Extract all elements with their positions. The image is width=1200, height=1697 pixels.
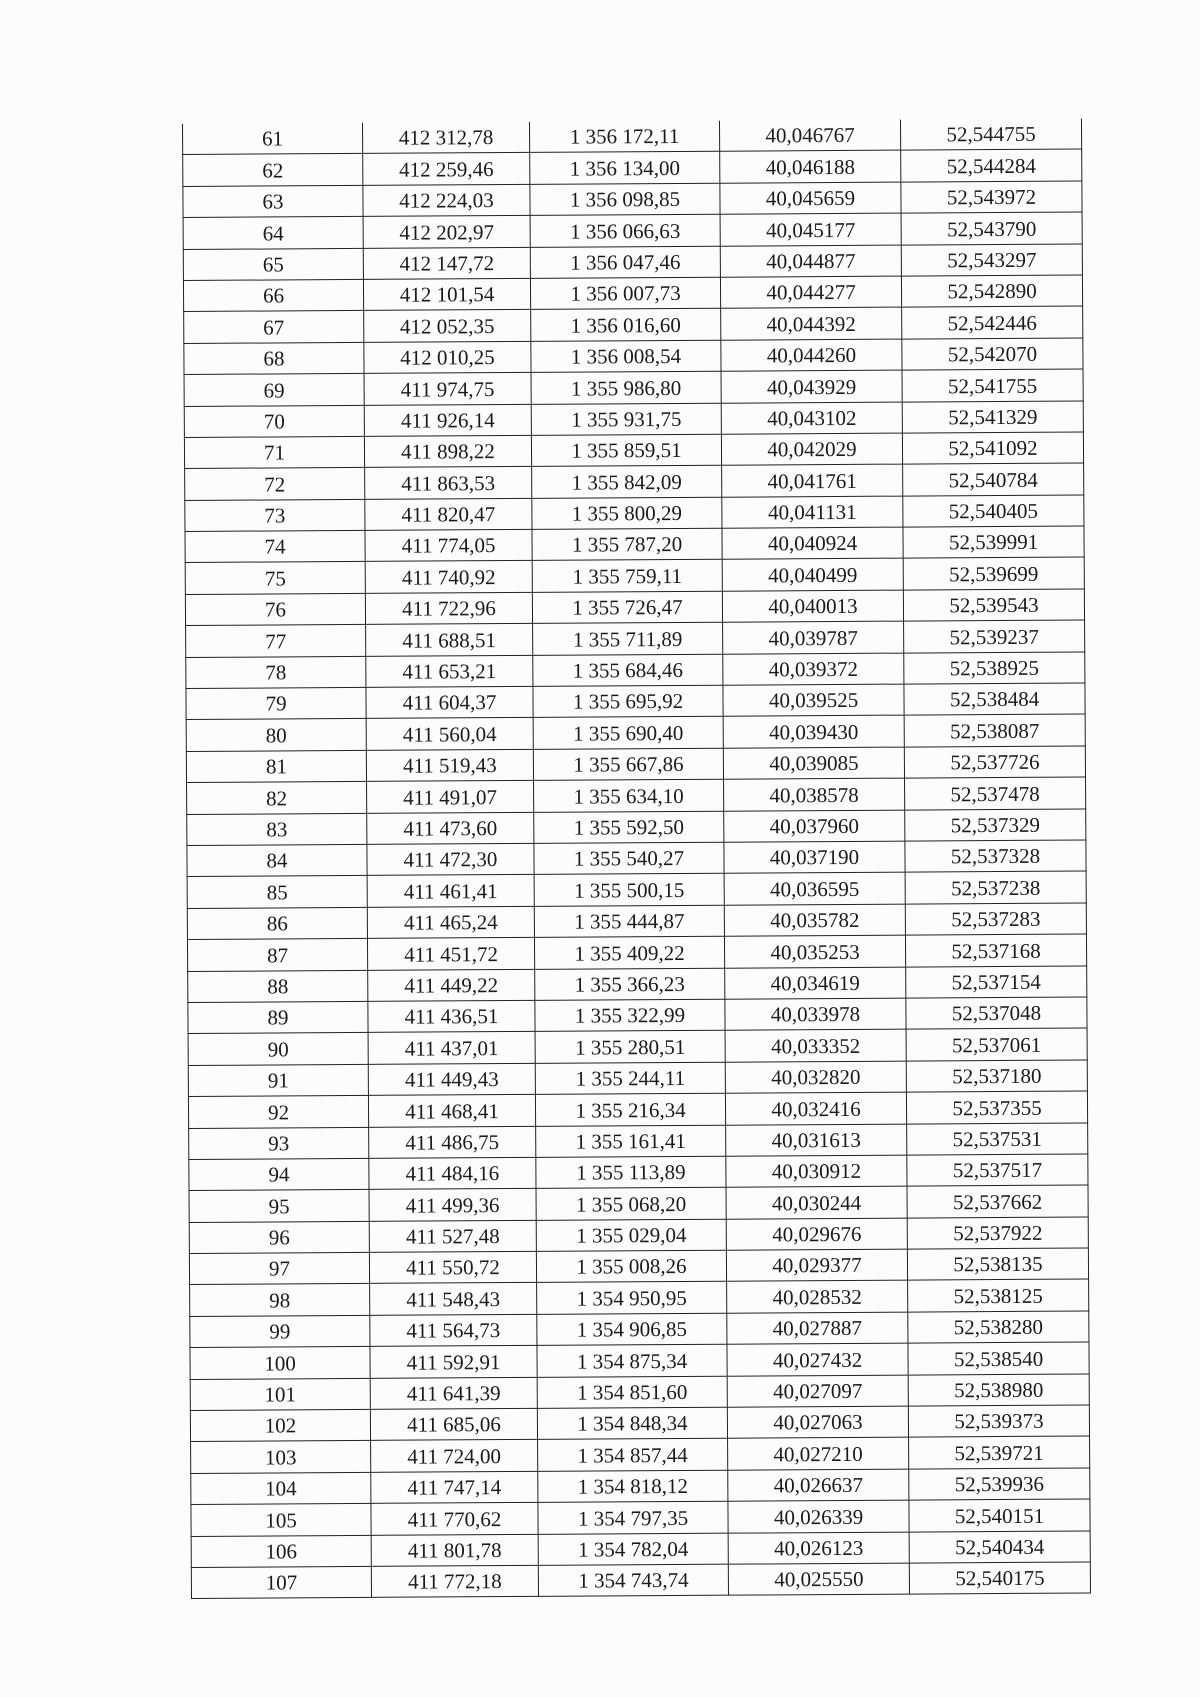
table-row: [187, 809, 1086, 846]
table-row: [188, 1028, 1087, 1065]
point-number-cell: 70: [184, 405, 364, 437]
longitude-cell: 52,537168: [905, 934, 1086, 966]
point-number-cell: 93: [189, 1127, 369, 1159]
longitude-cell: 52,537355: [906, 1091, 1087, 1123]
latitude-cell: 40,044260: [721, 339, 902, 371]
x-coordinate-cell: 411 560,04: [366, 718, 533, 750]
table-row: [189, 1185, 1088, 1222]
y-coordinate-cell: 1 355 931,75: [531, 403, 721, 436]
point-number-cell: 67: [184, 311, 364, 343]
point-number-cell: 102: [190, 1409, 370, 1441]
table-row: [191, 1468, 1090, 1505]
point-number-cell: 72: [185, 468, 365, 500]
longitude-cell: 52,538280: [908, 1311, 1089, 1343]
longitude-cell: 52,543972: [901, 181, 1082, 213]
longitude-cell: 52,537517: [907, 1154, 1088, 1186]
x-coordinate-cell: 411 653,21: [366, 655, 533, 687]
x-coordinate-cell: 411 820,47: [365, 498, 532, 530]
x-coordinate-cell: 412 101,54: [363, 278, 530, 310]
x-coordinate-cell: 411 801,78: [371, 1534, 538, 1566]
point-number-cell: 96: [189, 1221, 369, 1253]
longitude-cell: 52,537154: [906, 966, 1087, 998]
latitude-cell: 40,041761: [722, 464, 903, 496]
latitude-cell: 40,046188: [720, 151, 901, 183]
point-number-cell: 104: [191, 1472, 371, 1504]
y-coordinate-cell: 1 356 066,63: [530, 214, 720, 247]
x-coordinate-cell: 411 747,14: [371, 1471, 538, 1503]
y-coordinate-cell: 1 354 875,34: [537, 1344, 727, 1377]
y-coordinate-cell: 1 356 098,85: [530, 183, 720, 216]
latitude-cell: 40,039787: [723, 621, 904, 653]
table-row: [190, 1374, 1089, 1411]
point-number-cell: 82: [187, 782, 367, 814]
table-row: [185, 463, 1084, 500]
y-coordinate-cell: 1 355 029,04: [536, 1219, 726, 1252]
x-coordinate-cell: 411 740,92: [365, 561, 532, 593]
longitude-cell: 52,538980: [908, 1374, 1089, 1406]
latitude-cell: 40,031613: [726, 1124, 907, 1156]
table-row: [187, 934, 1086, 971]
longitude-cell: 52,541092: [902, 432, 1083, 464]
table-row: [191, 1499, 1090, 1536]
table-row: [184, 338, 1083, 375]
y-coordinate-cell: 1 355 986,80: [531, 371, 721, 404]
point-number-cell: 62: [183, 154, 363, 186]
x-coordinate-cell: 411 641,39: [370, 1377, 537, 1409]
table-row: [187, 871, 1086, 908]
y-coordinate-cell: 1 354 851,60: [537, 1376, 727, 1409]
longitude-cell: 52,541755: [902, 369, 1083, 401]
latitude-cell: 40,026637: [728, 1469, 909, 1501]
y-coordinate-cell: 1 355 540,27: [534, 842, 724, 875]
point-number-cell: 86: [187, 907, 367, 939]
point-number-cell: 91: [188, 1064, 368, 1096]
longitude-cell: 52,537238: [905, 871, 1086, 903]
table-row: [189, 1217, 1088, 1254]
latitude-cell: 40,040013: [722, 590, 903, 622]
table-row: [188, 1060, 1087, 1097]
point-number-cell: 69: [184, 374, 364, 406]
y-coordinate-cell: 1 355 842,09: [532, 466, 722, 499]
longitude-cell: 52,539936: [909, 1468, 1090, 1500]
longitude-cell: 52,542890: [901, 275, 1082, 307]
point-number-cell: 81: [186, 750, 366, 782]
latitude-cell: 40,032416: [725, 1092, 906, 1124]
longitude-cell: 52,537061: [906, 1028, 1087, 1060]
y-coordinate-cell: 1 355 322,99: [535, 999, 725, 1032]
y-coordinate-cell: 1 355 690,40: [533, 717, 723, 750]
longitude-cell: 52,540434: [909, 1531, 1090, 1563]
point-number-cell: 85: [187, 876, 367, 908]
y-coordinate-cell: 1 356 172,11: [529, 121, 719, 153]
point-number-cell: 77: [186, 625, 366, 657]
y-coordinate-cell: 1 355 695,92: [533, 685, 723, 718]
x-coordinate-cell: 411 491,07: [367, 781, 534, 813]
latitude-cell: 40,029676: [726, 1218, 907, 1250]
latitude-cell: 40,040924: [722, 527, 903, 559]
y-coordinate-cell: 1 354 848,34: [537, 1407, 727, 1440]
y-coordinate-cell: 1 355 684,46: [533, 654, 723, 687]
latitude-cell: 40,026123: [728, 1532, 909, 1564]
y-coordinate-cell: 1 356 007,73: [530, 277, 720, 310]
latitude-cell: 40,039085: [723, 747, 904, 779]
point-number-cell: 101: [190, 1378, 370, 1410]
latitude-cell: 40,037960: [724, 810, 905, 842]
latitude-cell: 40,028532: [727, 1281, 908, 1313]
latitude-cell: 40,033352: [725, 1029, 906, 1061]
longitude-cell: 52,537922: [907, 1217, 1088, 1249]
latitude-cell: 40,027210: [728, 1437, 909, 1469]
y-coordinate-cell: 1 354 857,44: [538, 1439, 728, 1472]
longitude-cell: 52,539543: [903, 589, 1084, 621]
table-row: [190, 1311, 1089, 1348]
y-coordinate-cell: 1 355 366,23: [535, 968, 725, 1001]
y-coordinate-cell: 1 355 667,86: [533, 748, 723, 781]
y-coordinate-cell: 1 355 634,10: [534, 779, 724, 812]
table-row: [185, 557, 1084, 594]
point-number-cell: 95: [189, 1190, 369, 1222]
x-coordinate-cell: 412 312,78: [362, 122, 529, 154]
y-coordinate-cell: 1 354 797,35: [538, 1501, 728, 1534]
y-coordinate-cell: 1 355 592,50: [534, 811, 724, 844]
y-coordinate-cell: 1 354 743,74: [538, 1564, 728, 1597]
longitude-cell: 52,538135: [907, 1248, 1088, 1280]
longitude-cell: 52,537180: [906, 1060, 1087, 1092]
point-number-cell: 68: [184, 342, 364, 374]
latitude-cell: 40,045177: [720, 213, 901, 245]
point-number-cell: 88: [188, 970, 368, 1002]
table-row: [190, 1342, 1089, 1379]
y-coordinate-cell: 1 356 016,60: [531, 309, 721, 342]
x-coordinate-cell: 411 688,51: [366, 624, 533, 656]
table-row: [184, 369, 1083, 406]
table-row: [184, 306, 1083, 343]
table-row: [187, 903, 1086, 940]
longitude-cell: 52,537048: [906, 997, 1087, 1029]
latitude-cell: 40,030912: [726, 1155, 907, 1187]
x-coordinate-cell: 412 052,35: [364, 310, 531, 342]
latitude-cell: 40,040499: [722, 559, 903, 591]
point-number-cell: 105: [191, 1504, 371, 1536]
latitude-cell: 40,043929: [721, 370, 902, 402]
point-number-cell: 100: [190, 1347, 370, 1379]
latitude-cell: 40,027887: [727, 1312, 908, 1344]
table-row: [190, 1279, 1089, 1316]
x-coordinate-cell: 412 147,72: [363, 247, 530, 279]
longitude-cell: 52,543297: [901, 244, 1082, 276]
point-number-cell: 92: [188, 1095, 368, 1127]
longitude-cell: 52,537531: [907, 1122, 1088, 1154]
x-coordinate-cell: 411 461,41: [367, 875, 534, 907]
point-number-cell: 83: [187, 813, 367, 845]
latitude-cell: 40,038578: [724, 778, 905, 810]
point-number-cell: 73: [185, 499, 365, 531]
longitude-cell: 52,538125: [908, 1279, 1089, 1311]
x-coordinate-cell: 411 437,01: [368, 1032, 535, 1064]
y-coordinate-cell: 1 355 068,20: [536, 1187, 726, 1220]
y-coordinate-cell: 1 355 800,29: [532, 497, 722, 530]
x-coordinate-cell: 412 224,03: [363, 184, 530, 216]
point-number-cell: 75: [185, 562, 365, 594]
latitude-cell: 40,030244: [726, 1186, 907, 1218]
y-coordinate-cell: 1 355 444,87: [534, 905, 724, 938]
longitude-cell: 52,542446: [902, 306, 1083, 338]
longitude-cell: 52,538540: [908, 1342, 1089, 1374]
latitude-cell: 40,044277: [720, 276, 901, 308]
x-coordinate-cell: 411 774,05: [365, 529, 532, 561]
x-coordinate-cell: 411 548,43: [370, 1283, 537, 1315]
x-coordinate-cell: 412 259,46: [363, 153, 530, 185]
x-coordinate-cell: 411 550,72: [369, 1251, 536, 1283]
table-row: [189, 1248, 1088, 1285]
longitude-cell: 52,538087: [904, 714, 1085, 746]
point-number-cell: 74: [185, 530, 365, 562]
point-number-cell: 90: [188, 1033, 368, 1065]
x-coordinate-cell: 411 724,00: [371, 1440, 538, 1472]
y-coordinate-cell: 1 354 818,12: [538, 1470, 728, 1503]
point-number-cell: 106: [191, 1535, 371, 1567]
point-number-cell: 107: [191, 1566, 371, 1598]
y-coordinate-cell: 1 355 759,11: [532, 560, 722, 593]
x-coordinate-cell: 411 592,91: [370, 1346, 537, 1378]
table-row: [188, 997, 1087, 1034]
point-number-cell: 94: [189, 1158, 369, 1190]
latitude-cell: 40,035253: [724, 935, 905, 967]
table-row: [186, 714, 1085, 751]
x-coordinate-cell: 412 010,25: [364, 341, 531, 373]
y-coordinate-cell: 1 356 008,54: [531, 340, 721, 373]
longitude-cell: 52,539237: [904, 620, 1085, 652]
y-coordinate-cell: 1 355 280,51: [535, 1031, 725, 1064]
latitude-cell: 40,043102: [721, 402, 902, 434]
y-coordinate-cell: 1 355 161,41: [536, 1125, 726, 1158]
table-row: [186, 683, 1085, 720]
coordinates-table-body: [182, 119, 1090, 1599]
y-coordinate-cell: 1 355 216,34: [535, 1093, 725, 1126]
table-row: [186, 652, 1085, 689]
latitude-cell: 40,036595: [724, 872, 905, 904]
longitude-cell: 52,537283: [905, 903, 1086, 935]
table-row: [183, 212, 1082, 249]
point-number-cell: 64: [183, 217, 363, 249]
y-coordinate-cell: 1 354 906,85: [537, 1313, 727, 1346]
x-coordinate-cell: 411 898,22: [364, 435, 531, 467]
latitude-cell: 40,029377: [726, 1249, 907, 1281]
x-coordinate-cell: 411 449,22: [368, 969, 535, 1001]
x-coordinate-cell: 411 772,18: [371, 1565, 538, 1597]
longitude-cell: 52,537329: [905, 809, 1086, 841]
point-number-cell: 79: [186, 687, 366, 719]
latitude-cell: 40,032820: [725, 1061, 906, 1093]
x-coordinate-cell: 411 974,75: [364, 372, 531, 404]
latitude-cell: 40,027097: [727, 1375, 908, 1407]
x-coordinate-cell: 411 451,72: [367, 938, 534, 970]
longitude-cell: 52,540784: [903, 463, 1084, 495]
x-coordinate-cell: 411 685,06: [370, 1408, 537, 1440]
latitude-cell: 40,037190: [724, 841, 905, 873]
point-number-cell: 71: [184, 436, 364, 468]
table-row: [188, 966, 1087, 1003]
x-coordinate-cell: 411 863,53: [365, 467, 532, 499]
y-coordinate-cell: 1 356 134,00: [530, 152, 720, 185]
table-row: [189, 1154, 1088, 1191]
table-row: [184, 432, 1083, 469]
point-number-cell: 80: [186, 719, 366, 751]
point-number-cell: 103: [191, 1441, 371, 1473]
latitude-cell: 40,027063: [727, 1406, 908, 1438]
longitude-cell: 52,540151: [909, 1499, 1090, 1531]
point-number-cell: 98: [190, 1284, 370, 1316]
coordinates-table: [182, 119, 1091, 1600]
table-row: [191, 1562, 1090, 1599]
latitude-cell: 40,025550: [728, 1563, 909, 1595]
table-row: [184, 401, 1083, 438]
x-coordinate-cell: 412 202,97: [363, 216, 530, 248]
latitude-cell: 40,046767: [719, 120, 900, 152]
table-row: [186, 746, 1085, 783]
table-row: [186, 620, 1085, 657]
latitude-cell: 40,044392: [721, 307, 902, 339]
table-row: [183, 275, 1082, 312]
longitude-cell: 52,537478: [905, 777, 1086, 809]
y-coordinate-cell: 1 354 950,95: [537, 1282, 727, 1315]
longitude-cell: 52,540405: [903, 495, 1084, 527]
y-coordinate-cell: 1 355 726,47: [532, 591, 722, 624]
point-number-cell: 99: [190, 1315, 370, 1347]
table-row: [190, 1405, 1089, 1442]
point-number-cell: 78: [186, 656, 366, 688]
x-coordinate-cell: 411 486,75: [369, 1126, 536, 1158]
x-coordinate-cell: 411 449,43: [368, 1063, 535, 1095]
longitude-cell: 52,541329: [902, 401, 1083, 433]
latitude-cell: 40,034619: [725, 967, 906, 999]
x-coordinate-cell: 411 564,73: [370, 1314, 537, 1346]
x-coordinate-cell: 411 926,14: [364, 404, 531, 436]
table-row: [183, 244, 1082, 281]
table-row: [185, 589, 1084, 626]
y-coordinate-cell: 1 355 409,22: [534, 936, 724, 969]
x-coordinate-cell: 411 436,51: [368, 1000, 535, 1032]
latitude-cell: 40,026339: [728, 1500, 909, 1532]
longitude-cell: 52,539373: [908, 1405, 1089, 1437]
point-number-cell: 61: [182, 123, 362, 155]
point-number-cell: 89: [188, 1001, 368, 1033]
point-number-cell: 87: [187, 939, 367, 971]
y-coordinate-cell: 1 355 244,11: [535, 1062, 725, 1095]
longitude-cell: 52,544755: [900, 119, 1081, 151]
x-coordinate-cell: 411 527,48: [369, 1220, 536, 1252]
x-coordinate-cell: 411 472,30: [367, 843, 534, 875]
table-row: [183, 149, 1082, 186]
longitude-cell: 52,539721: [909, 1436, 1090, 1468]
latitude-cell: 40,045659: [720, 182, 901, 214]
x-coordinate-cell: 411 519,43: [366, 749, 533, 781]
latitude-cell: 40,041131: [722, 496, 903, 528]
y-coordinate-cell: 1 356 047,46: [530, 246, 720, 279]
longitude-cell: 52,543790: [901, 212, 1082, 244]
table-row: [189, 1122, 1088, 1159]
y-coordinate-cell: 1 355 787,20: [532, 528, 722, 561]
longitude-cell: 52,542070: [902, 338, 1083, 370]
longitude-cell: 52,538925: [904, 652, 1085, 684]
y-coordinate-cell: 1 355 711,89: [533, 622, 723, 655]
x-coordinate-cell: 411 484,16: [369, 1157, 536, 1189]
longitude-cell: 52,537726: [904, 746, 1085, 778]
longitude-cell: 52,537328: [905, 840, 1086, 872]
x-coordinate-cell: 411 722,96: [365, 592, 532, 624]
table-row: [185, 526, 1084, 563]
point-number-cell: 66: [183, 279, 363, 311]
x-coordinate-cell: 411 499,36: [369, 1189, 536, 1221]
y-coordinate-cell: 1 355 113,89: [536, 1156, 726, 1189]
x-coordinate-cell: 411 604,37: [366, 686, 533, 718]
point-number-cell: 84: [187, 844, 367, 876]
point-number-cell: 65: [183, 248, 363, 280]
latitude-cell: 40,035782: [724, 904, 905, 936]
y-coordinate-cell: 1 355 008,26: [536, 1250, 726, 1283]
latitude-cell: 40,042029: [721, 433, 902, 465]
y-coordinate-cell: 1 355 859,51: [531, 434, 721, 467]
latitude-cell: 40,027432: [727, 1343, 908, 1375]
table-row: [182, 119, 1081, 155]
longitude-cell: 52,544284: [901, 149, 1082, 181]
longitude-cell: 52,539699: [903, 557, 1084, 589]
table-row: [188, 1091, 1087, 1128]
table-row: [187, 777, 1086, 814]
longitude-cell: 52,539991: [903, 526, 1084, 558]
x-coordinate-cell: 411 770,62: [371, 1503, 538, 1535]
x-coordinate-cell: 411 468,41: [368, 1094, 535, 1126]
latitude-cell: 40,044877: [720, 245, 901, 277]
longitude-cell: 52,540175: [909, 1562, 1090, 1594]
y-coordinate-cell: 1 354 782,04: [538, 1533, 728, 1566]
longitude-cell: 52,538484: [904, 683, 1085, 715]
latitude-cell: 40,039430: [723, 716, 904, 748]
table-row: [191, 1436, 1090, 1473]
x-coordinate-cell: 411 465,24: [367, 906, 534, 938]
point-number-cell: 97: [189, 1252, 369, 1284]
point-number-cell: 76: [185, 593, 365, 625]
table-row: [191, 1531, 1090, 1568]
latitude-cell: 40,039525: [723, 684, 904, 716]
table-row: [183, 181, 1082, 218]
longitude-cell: 52,537662: [907, 1185, 1088, 1217]
latitude-cell: 40,033978: [725, 998, 906, 1030]
table-row: [187, 840, 1086, 877]
table-row: [185, 495, 1084, 532]
latitude-cell: 40,039372: [723, 653, 904, 685]
point-number-cell: 63: [183, 185, 363, 217]
x-coordinate-cell: 411 473,60: [367, 812, 534, 844]
y-coordinate-cell: 1 355 500,15: [534, 874, 724, 907]
